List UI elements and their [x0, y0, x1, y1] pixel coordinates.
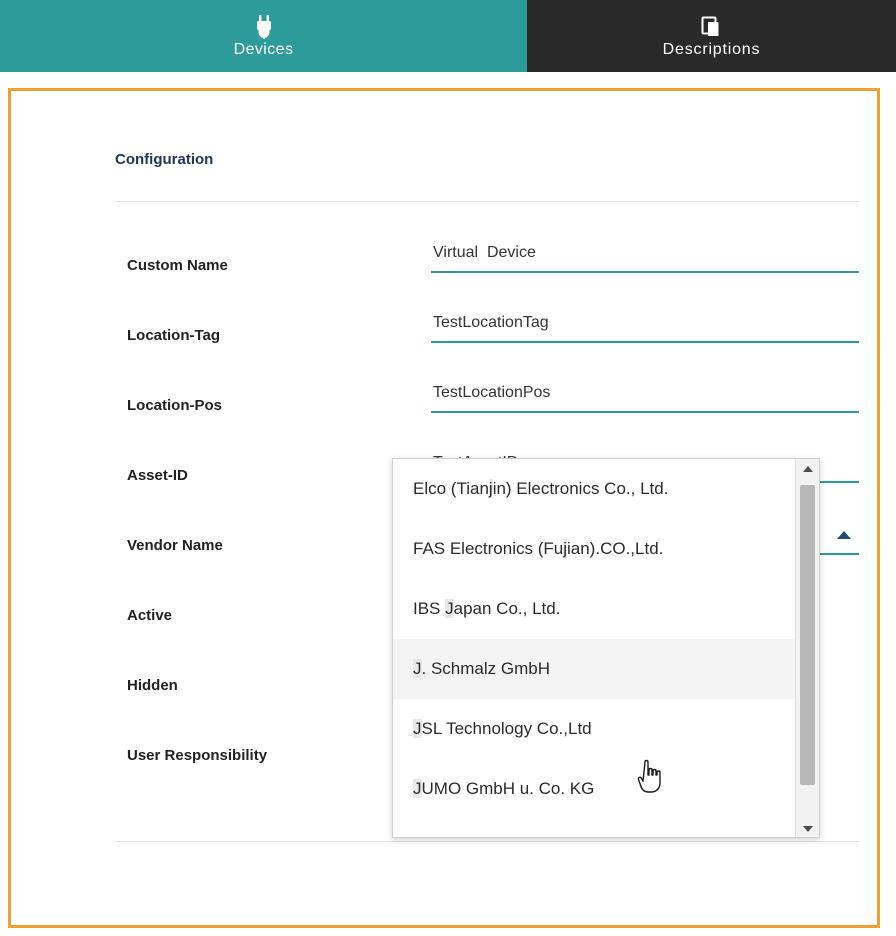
- form-row-location-pos: [127, 375, 859, 445]
- page-title: Configuration: [115, 151, 214, 168]
- option-text-prefix: Elco (Tian: [413, 479, 489, 498]
- form-row-custom-name: [127, 235, 859, 305]
- plug-icon: [255, 13, 273, 39]
- custom-name-input[interactable]: [431, 239, 859, 273]
- option-text-suffix: apan Co., Ltd.: [453, 599, 561, 618]
- label-location-tag: Location-Tag: [127, 327, 221, 344]
- form-row-location-tag: [127, 305, 859, 375]
- option-text-match: J: [413, 659, 422, 678]
- main-tabbar: [0, 0, 896, 72]
- option-text-suffix: in) Electronics Co., Ltd.: [492, 479, 669, 498]
- vendor-option-list: [393, 459, 797, 838]
- list-item[interactable]: [393, 519, 797, 579]
- location-pos-input[interactable]: [431, 379, 859, 413]
- divider-top: [115, 201, 859, 202]
- scrollbar-thumb[interactable]: [800, 485, 815, 785]
- scroll-up-arrow-icon[interactable]: [796, 459, 820, 479]
- tab-devices[interactable]: [0, 0, 527, 72]
- field-location-pos: [431, 379, 859, 413]
- option-text-suffix: UMO GmbH u. Co. KG: [421, 779, 595, 798]
- option-text-suffix: SL Technology Co.,Ltd: [421, 719, 592, 738]
- option-text-suffix: ian).CO.,Ltd.: [567, 539, 664, 558]
- vendor-name-dropdown[interactable]: [392, 458, 820, 838]
- label-user-responsibility: User Responsibility: [127, 747, 268, 764]
- option-text-match: J: [413, 779, 422, 798]
- option-text-prefix: FAS Electronics (Fu: [413, 539, 564, 558]
- option-text-prefix: IBS: [413, 599, 446, 618]
- list-item[interactable]: [393, 699, 797, 759]
- label-vendor-name: Vendor Name: [127, 537, 223, 554]
- field-custom-name: [431, 239, 859, 273]
- tab-descriptions-label: Descriptions: [662, 41, 761, 58]
- option-text-match: J: [413, 719, 422, 738]
- list-item[interactable]: [393, 759, 797, 819]
- tab-descriptions[interactable]: [527, 0, 896, 72]
- divider-bottom: [115, 841, 859, 842]
- label-custom-name: Custom Name: [127, 257, 228, 274]
- label-asset-id: Asset-ID: [127, 467, 188, 484]
- dropdown-scrollbar[interactable]: [795, 459, 819, 838]
- copy-pages-icon: [700, 13, 724, 39]
- list-item[interactable]: [393, 579, 797, 639]
- option-text-match: j: [488, 479, 493, 498]
- option-text-suffix: . Schmalz GmbH: [421, 659, 550, 678]
- list-item[interactable]: [393, 459, 797, 519]
- scroll-down-arrow-icon[interactable]: [796, 819, 820, 838]
- option-text-match: J: [445, 599, 454, 618]
- label-active: Active: [127, 607, 173, 624]
- field-location-tag: [431, 309, 859, 343]
- location-tag-input[interactable]: [431, 309, 859, 343]
- label-location-pos: Location-Pos: [127, 397, 223, 414]
- chevron-up-icon[interactable]: [837, 531, 851, 539]
- list-item-highlighted[interactable]: [393, 639, 797, 699]
- label-hidden: Hidden: [127, 677, 178, 694]
- tab-devices-label: Devices: [233, 41, 294, 58]
- option-text-match: j: [563, 539, 567, 558]
